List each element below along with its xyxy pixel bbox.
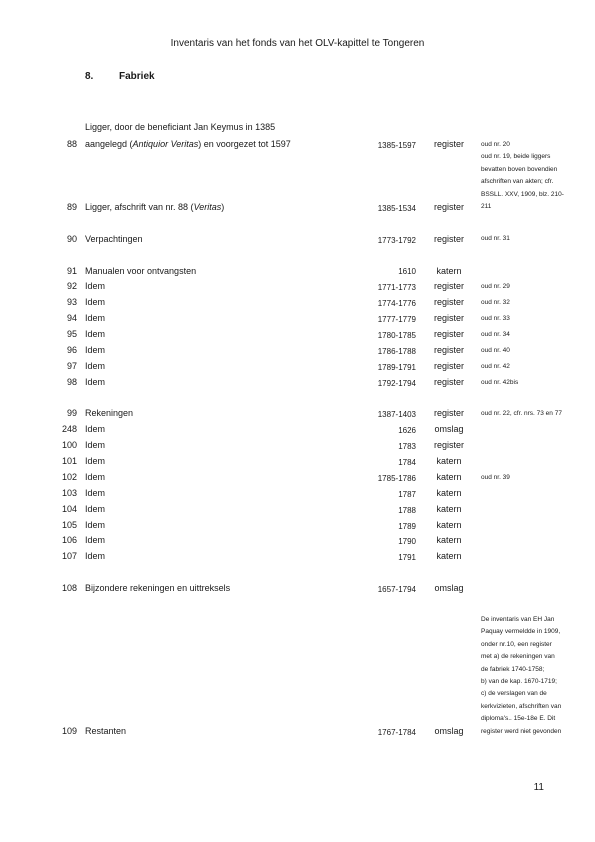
note-line: kerkvizieten, afschriften van xyxy=(481,702,562,710)
note-line: 211 xyxy=(481,203,492,211)
row-type: katern xyxy=(436,551,462,561)
row-number: 97 xyxy=(66,361,77,371)
note-line: c) de verslagen van de xyxy=(481,690,547,698)
row-type: register xyxy=(433,408,464,418)
row-date: 1774-1776 xyxy=(377,299,416,308)
note-line: onder nr.10, een register xyxy=(481,640,552,648)
row-type: katern xyxy=(436,535,462,545)
row-date: 1789 xyxy=(398,522,416,531)
row-type: katern xyxy=(436,504,462,514)
row-title: Idem xyxy=(85,520,106,530)
row-note: oud nr. 42 xyxy=(481,363,510,370)
row-number: 98 xyxy=(66,377,77,387)
row-note: oud nr. 32 xyxy=(481,299,510,306)
row-title: Restanten xyxy=(85,726,127,736)
row-date: 1784 xyxy=(398,458,416,467)
row-date: 1777-1779 xyxy=(377,315,416,324)
note-line: de fabriek 1740-1758; xyxy=(481,665,545,673)
row-type: register xyxy=(433,345,464,355)
row-number: 96 xyxy=(66,345,77,355)
row-type: omslag xyxy=(434,424,464,434)
row-title: Idem xyxy=(85,313,106,323)
row-title: Idem xyxy=(85,329,106,339)
row-number: 92 xyxy=(66,281,77,291)
row-title: Idem xyxy=(85,361,106,371)
row-title: Rekeningen xyxy=(85,408,134,418)
row-date: 1791 xyxy=(398,553,416,562)
row-title: Idem xyxy=(85,456,106,466)
row-note xyxy=(481,614,561,738)
row-title-line: Ligger, door de beneficiant Jan Keymus in 1385 xyxy=(85,122,276,132)
row-title: Bijzondere rekeningen en uittreksels xyxy=(85,583,231,593)
row-title: Idem xyxy=(85,297,106,307)
row-number: 107 xyxy=(61,551,77,561)
row-type: register xyxy=(433,297,464,307)
row-date: 1767-1784 xyxy=(377,728,416,737)
row-type: katern xyxy=(436,472,462,482)
note-line: register werd niet gevonden xyxy=(481,727,562,735)
note-line: bevatten boven bovendien xyxy=(481,165,558,173)
row-type: register xyxy=(433,377,464,387)
row-title: Idem xyxy=(85,281,106,291)
row-date: 1789-1791 xyxy=(377,363,416,372)
note-line: afschriften van akten; cfr. xyxy=(481,178,554,186)
row-number: 104 xyxy=(61,504,77,514)
row-note: oud nr. 22, cfr. nrs. 73 en 77 xyxy=(481,410,562,417)
row-type: katern xyxy=(436,488,462,498)
row-number: 99 xyxy=(66,408,77,418)
row-note: oud nr. 34 xyxy=(481,331,510,338)
row-type: register xyxy=(433,139,464,149)
row-date: 1385-1534 xyxy=(377,204,416,213)
row-number: 102 xyxy=(61,472,77,482)
row-title: Idem xyxy=(85,377,106,387)
row-title: Idem xyxy=(85,488,106,498)
page-number: 11 xyxy=(533,782,544,793)
row-number: 103 xyxy=(61,488,77,498)
row-note: oud nr. 29 xyxy=(481,283,510,290)
note-line: Paquay vermeldde in 1909, xyxy=(481,628,561,636)
row-date: 1780-1785 xyxy=(377,331,416,340)
row-type: register xyxy=(433,234,464,244)
row-date: 1785-1786 xyxy=(377,474,416,483)
row-type: omslag xyxy=(434,583,464,593)
note-line: oud nr. 19, beide liggers xyxy=(481,153,551,161)
row-title: Idem xyxy=(85,535,106,545)
row-title: Verpachtingen xyxy=(85,234,143,244)
row-date: 1610 xyxy=(398,267,416,276)
row-type: register xyxy=(433,313,464,323)
row-date: 1387-1403 xyxy=(377,410,416,419)
row-number: 88 xyxy=(66,139,77,149)
row-title: Idem xyxy=(85,345,106,355)
row-type: register xyxy=(433,440,464,450)
row-title: Idem xyxy=(85,504,106,514)
row-date: 1771-1773 xyxy=(377,283,416,292)
row-type: katern xyxy=(436,456,462,466)
row-date: 1657-1794 xyxy=(377,585,416,594)
row-type: register xyxy=(433,281,464,291)
row-date: 1792-1794 xyxy=(377,379,416,388)
row-date: 1783 xyxy=(398,442,416,451)
row-number: 106 xyxy=(61,535,77,545)
row-date: 1385-1597 xyxy=(377,141,416,150)
row-number: 109 xyxy=(61,726,77,736)
row-number: 105 xyxy=(61,520,77,530)
row-number: 100 xyxy=(61,440,77,450)
row-number: 95 xyxy=(66,329,77,339)
row-date: 1787 xyxy=(398,490,416,499)
note-line: b) van de kap. 1670-1719; xyxy=(481,678,557,686)
row-title: Idem xyxy=(85,424,106,434)
row-date: 1773-1792 xyxy=(377,236,416,245)
row-number: 91 xyxy=(66,266,77,276)
row-note: oud nr. 33 xyxy=(481,315,510,322)
row-type: omslag xyxy=(434,726,464,736)
note-line: diploma's.. 15e-18e E. Dit xyxy=(481,715,556,723)
note-line: BSSLL. XXV, 1909, blz. 210- xyxy=(481,190,564,198)
row-note: oud nr. 31 xyxy=(481,235,510,242)
note-line: De inventaris van EH Jan xyxy=(481,616,555,623)
section-number: 8. xyxy=(85,71,94,82)
row-date: 1786-1788 xyxy=(377,347,416,356)
row-type: register xyxy=(433,202,464,212)
row-number: 93 xyxy=(66,297,77,307)
row-note xyxy=(481,139,564,213)
row-note: oud nr. 39 xyxy=(481,474,510,481)
note-line: oud nr. 20 xyxy=(481,141,510,148)
row-date: 1788 xyxy=(398,506,416,515)
section-title: Fabriek xyxy=(119,71,155,82)
row-number: 94 xyxy=(66,313,77,323)
row-title: Idem xyxy=(85,440,106,450)
row-date: 1626 xyxy=(398,426,416,435)
row-type: register xyxy=(433,361,464,371)
row-title: Idem xyxy=(85,472,106,482)
row-number: 108 xyxy=(61,583,77,593)
row-date: 1790 xyxy=(398,537,416,546)
row-number: 101 xyxy=(61,456,77,466)
row-type: katern xyxy=(436,520,462,530)
row-type: register xyxy=(433,329,464,339)
document-header: Inventaris van het fonds van het OLV-kapittel te Tongeren xyxy=(170,38,425,49)
row-number: 89 xyxy=(66,202,77,212)
row-title-line: aangelegd (Antiquior Veritas) en voorgezet tot 1597 xyxy=(85,139,291,149)
row-note: oud nr. 40 xyxy=(481,347,510,354)
row-note: oud nr. 42bis xyxy=(481,379,519,386)
row-title-line: Ligger, afschrift van nr. 88 (Veritas) xyxy=(85,202,225,212)
row-number: 90 xyxy=(66,234,77,244)
row-type: katern xyxy=(436,266,462,276)
row-number: 248 xyxy=(61,424,77,434)
row-title: Manualen voor ontvangsten xyxy=(85,266,197,276)
row-title: Idem xyxy=(85,551,106,561)
note-line: met a) de rekeningen van xyxy=(481,653,555,661)
